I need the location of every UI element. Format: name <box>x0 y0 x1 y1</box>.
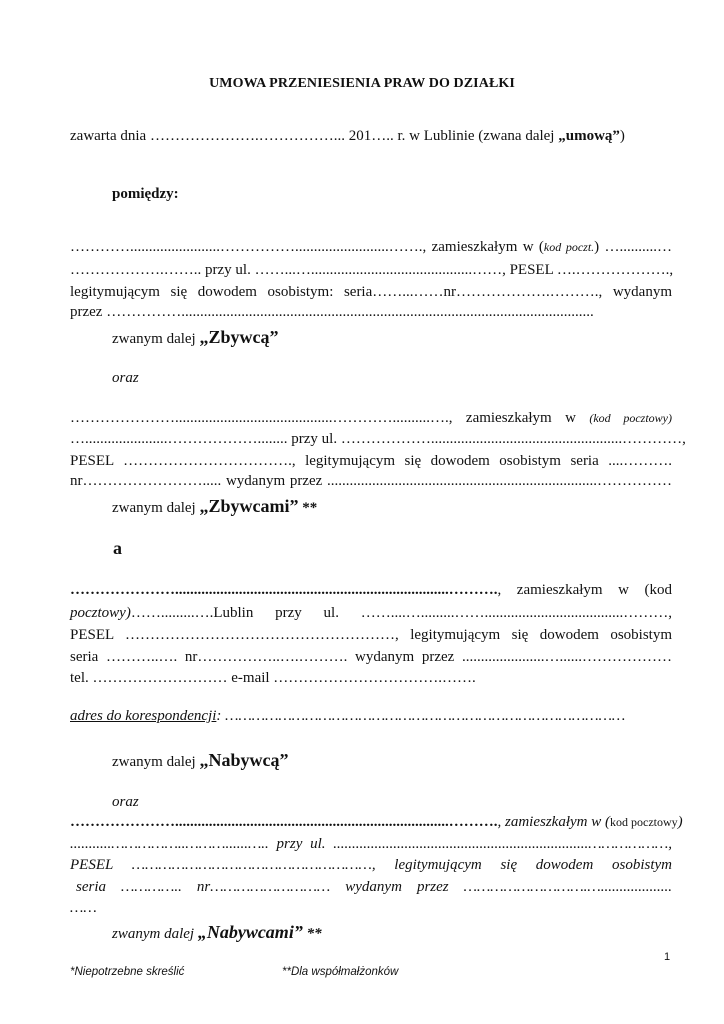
intro-suffix: ) <box>619 128 625 144</box>
seller1-line1 <box>70 239 672 256</box>
buyer1-address <box>70 708 625 725</box>
buyer2-line1-end: ) <box>677 814 683 830</box>
buyer2-line1-text: , zamieszkałym w ( <box>497 814 610 830</box>
intro-text: zawarta dnia ………………….……………... 201….. r. w Lublinie (zwana dalej <box>70 128 559 144</box>
buyer2-note-mark: ** <box>302 926 322 942</box>
buyer2-line1 <box>70 814 683 831</box>
buyer1-line1-text: , zamieszkałym w (kod <box>497 582 672 598</box>
address-field: : ……………………………………………………………………………… <box>216 708 626 724</box>
between-label: pomiędzy: <box>112 186 179 202</box>
buyer1-role: „Nabywcą” <box>199 750 289 770</box>
seller1-line4: przez …………….............................................................................................................. <box>70 304 594 320</box>
called-text: zwanym dalej <box>112 754 200 770</box>
oraz-1: oraz <box>112 370 139 386</box>
page-number: 1 <box>664 951 671 963</box>
seller1-line1-text: …………........................…………….........................……., zamieszkałym w ( <box>70 239 544 255</box>
seller2-role: „Zbywcami” <box>199 496 299 516</box>
seller1-line1-end: ) …..........… <box>594 239 672 255</box>
seller2-note-mark: ** <box>298 500 318 516</box>
seller2-line1-text: …………………..........................................…………..........…., zamieszkałym w <box>70 410 590 426</box>
buyer2-line2: ...........……………..………......….. przy ul. ....................................................................………………, <box>70 836 672 852</box>
buyer1-called <box>112 750 288 771</box>
seller1-role: „Zbywcą” <box>199 327 279 347</box>
seller2-line1 <box>70 410 672 427</box>
buyer1-line1 <box>70 582 672 599</box>
intro-line <box>70 128 625 145</box>
buyer1-line2-text: …….........….Lublin przy ul. ……....….........…….....................................………, <box>130 605 672 621</box>
intro-term: „umową” <box>558 128 620 144</box>
buyer1-name-field: ………………….........................................................................………. <box>70 582 498 598</box>
document-title: UMOWA PRZENIESIENIA PRAW DO DZIAŁKI <box>209 76 515 91</box>
footer-note-2: **Dla współmałżonków <box>282 966 399 978</box>
called-text: zwanym dalej <box>112 500 200 516</box>
oraz-2: oraz <box>112 794 139 810</box>
postal-code-hint: kod pocztowy <box>610 815 678 829</box>
buyer2-line5: …… <box>70 900 97 916</box>
seller2-line4: nr……………………..... wydanym przez ........................................................................…………… <box>70 473 672 489</box>
called-text: zwanym dalej <box>112 331 200 347</box>
buyer1-line4: seria ………..…. nr……………..….………. wydanym przez ......................…......……………… <box>70 649 672 665</box>
postal-code-hint: kod poczt. <box>543 240 595 254</box>
called-text: zwanym dalej <box>112 926 198 942</box>
seller1-called <box>112 327 278 348</box>
seller2-called <box>112 496 317 517</box>
postal-code-hint: (kod pocztowy) <box>589 411 672 425</box>
buyer1-line5: tel. ……………………… e-mail …………………………….……. <box>70 670 476 686</box>
buyer2-name-field: ………………….........................................................................………. <box>70 814 498 830</box>
buyer2-role: „Nabywcami” <box>197 922 303 942</box>
buyer2-line3: PESEL ………………………………………………, legitymującym się dowodem osobistym <box>70 857 672 873</box>
buyer1-line2 <box>70 605 672 622</box>
footer-note-1: *Niepotrzebne skreślić <box>70 966 185 978</box>
buyer2-line4: seria ………….. nr……………………… wydanym przez ……………………….…................... <box>76 879 672 895</box>
letter-a: a <box>113 538 122 558</box>
seller2-line3: PESEL ……………………………., legitymującym się dowodem osobistym seria ....………. <box>70 453 672 469</box>
seller2-line2: …......................………………........ przy ul. ………………...................................................…………, <box>70 431 686 447</box>
postal-code-hint: pocztowy) <box>70 605 131 621</box>
buyer2-called <box>112 922 322 943</box>
seller1-line2: ……………….…….. przy ul. ……...…...........................................……, PESEL ….………………., <box>70 262 674 278</box>
buyer1-line3: PESEL ………………………………………………, legitymującym się dowodem osobistym <box>70 627 672 643</box>
address-label: adres do korespondencji <box>70 708 217 724</box>
seller1-line3: legitymującym się dowodem osobistym: seria……...……nr……………….………., wydanym <box>70 284 672 300</box>
